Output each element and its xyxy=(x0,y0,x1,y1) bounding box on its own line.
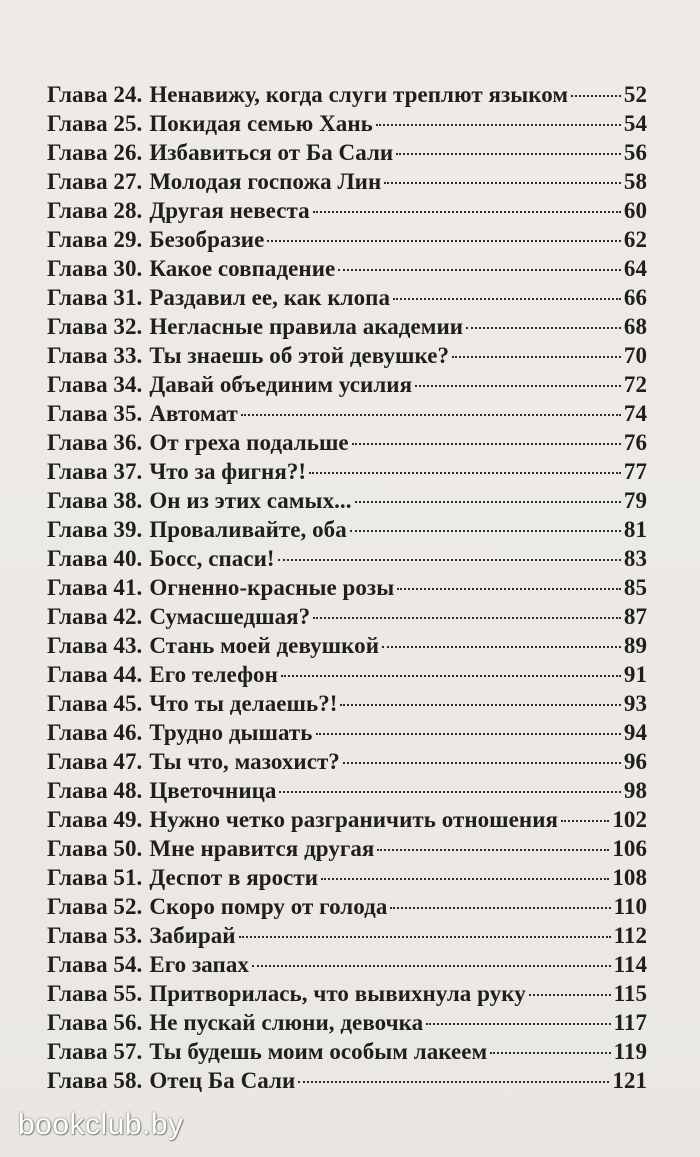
chapter-title: Трудно дышать xyxy=(149,720,313,745)
chapter-number: Глава 55. xyxy=(47,981,143,1006)
dot-leader xyxy=(267,240,621,242)
chapter-title: Проваливайте, оба xyxy=(149,517,347,542)
toc-entry xyxy=(47,399,647,428)
dot-leader xyxy=(279,791,620,793)
toc-entry xyxy=(47,486,647,515)
page-number: 52 xyxy=(623,82,647,107)
page-number: 108 xyxy=(612,865,647,890)
dot-leader xyxy=(313,211,621,213)
toc-entry xyxy=(47,1066,647,1095)
chapter-number: Глава 45. xyxy=(47,691,143,716)
toc-entry xyxy=(47,1037,647,1066)
page-number: 93 xyxy=(623,691,647,716)
page-number: 62 xyxy=(623,227,647,252)
chapter-number: Глава 31. xyxy=(47,285,143,310)
toc-entry xyxy=(47,863,647,892)
chapter-number: Глава 34. xyxy=(47,372,143,397)
toc-entry xyxy=(47,225,647,254)
toc-entry xyxy=(47,109,647,138)
chapter-title: Что ты делаешь?! xyxy=(149,691,338,716)
chapter-title: Безобразие xyxy=(149,227,265,252)
chapter-number: Глава 39. xyxy=(47,517,143,542)
chapter-title: Его запах xyxy=(149,952,249,977)
dot-leader xyxy=(350,530,621,532)
chapter-number: Глава 42. xyxy=(47,604,143,629)
toc-entry xyxy=(47,370,647,399)
chapter-number: Глава 46. xyxy=(47,720,143,745)
page-number: 102 xyxy=(612,807,647,832)
dot-leader xyxy=(309,472,621,474)
chapter-number: Глава 47. xyxy=(47,749,143,774)
dot-leader xyxy=(390,907,610,909)
toc-entry xyxy=(47,805,647,834)
page-number: 68 xyxy=(623,314,647,339)
chapter-title: Огненно-красные розы xyxy=(149,575,395,600)
chapter-number: Глава 36. xyxy=(47,430,143,455)
page-number: 119 xyxy=(613,1039,647,1064)
page-number: 74 xyxy=(623,401,647,426)
page-number: 58 xyxy=(623,169,647,194)
chapter-title: Сумасшедшая? xyxy=(149,604,311,629)
toc-entry xyxy=(47,138,647,167)
chapter-title: Не пускай слюни, девочка xyxy=(149,1010,424,1035)
chapter-number: Глава 56. xyxy=(47,1010,143,1035)
dot-leader xyxy=(415,385,621,387)
chapter-title: Цветочница xyxy=(149,778,277,803)
chapter-number: Глава 24. xyxy=(47,82,143,107)
chapter-number: Глава 37. xyxy=(47,459,143,484)
chapter-title: Деспот в ярости xyxy=(149,865,319,890)
chapter-title: Другая невеста xyxy=(149,198,310,223)
page-number: 87 xyxy=(623,604,647,629)
page-number: 98 xyxy=(623,778,647,803)
chapter-number: Глава 32. xyxy=(47,314,143,339)
page-number: 115 xyxy=(613,981,647,1006)
page-number: 81 xyxy=(623,517,647,542)
toc-entry xyxy=(47,776,647,805)
chapter-number: Глава 41. xyxy=(47,575,143,600)
chapter-title: Раздавил ее, как клопа xyxy=(149,285,390,310)
chapter-number: Глава 58. xyxy=(47,1068,143,1093)
chapter-title: Ненавижу, когда слуги треплют языком xyxy=(149,82,569,107)
toc-entry xyxy=(47,515,647,544)
toc-entry xyxy=(47,892,647,921)
chapter-number: Глава 50. xyxy=(47,836,143,861)
table-of-contents xyxy=(47,80,647,1095)
chapter-title: Босс, спаси! xyxy=(149,546,275,571)
chapter-title: Стань моей девушкой xyxy=(149,633,379,658)
toc-entry xyxy=(47,718,647,747)
chapter-title: Отец Ба Сали xyxy=(149,1068,296,1093)
toc-entry xyxy=(47,167,647,196)
dot-leader xyxy=(561,820,609,822)
toc-entry xyxy=(47,428,647,457)
page-number: 70 xyxy=(623,343,647,368)
dot-leader xyxy=(343,762,621,764)
chapter-title: Ты знаешь об этой девушке? xyxy=(149,343,450,368)
page-number: 64 xyxy=(623,256,647,281)
toc-entry xyxy=(47,747,647,776)
chapter-number: Глава 49. xyxy=(47,807,143,832)
toc-entry xyxy=(47,834,647,863)
toc-entry xyxy=(47,80,647,109)
chapter-title: Нужно четко разграничить отношения xyxy=(149,807,558,832)
chapter-number: Глава 33. xyxy=(47,343,143,368)
dot-leader xyxy=(278,559,621,561)
dot-leader xyxy=(338,269,621,271)
chapter-title: Ты будешь моим особым лакеем xyxy=(149,1039,488,1064)
watermark: bookclub.by xyxy=(18,1108,184,1141)
toc-entry xyxy=(47,283,647,312)
toc-entry xyxy=(47,341,647,370)
dot-leader xyxy=(452,356,621,358)
dot-leader xyxy=(397,588,621,590)
page-number: 83 xyxy=(623,546,647,571)
chapter-number: Глава 28. xyxy=(47,198,143,223)
dot-leader xyxy=(393,298,621,300)
page-number: 79 xyxy=(623,488,647,513)
dot-leader xyxy=(313,617,621,619)
page-number: 89 xyxy=(623,633,647,658)
toc-entry xyxy=(47,950,647,979)
dot-leader xyxy=(490,1052,610,1054)
dot-leader xyxy=(281,675,621,677)
dot-leader xyxy=(241,414,621,416)
dot-leader xyxy=(396,153,621,155)
page-number: 54 xyxy=(623,111,647,136)
chapter-number: Глава 25. xyxy=(47,111,143,136)
toc-entry xyxy=(47,689,647,718)
dot-leader xyxy=(352,443,621,445)
toc-entry xyxy=(47,196,647,225)
page-number: 106 xyxy=(612,836,647,861)
chapter-title: Молодая госпожа Лин xyxy=(149,169,382,194)
chapter-title: Покидая семью Хань xyxy=(149,111,373,136)
chapter-number: Глава 44. xyxy=(47,662,143,687)
toc-entry xyxy=(47,1008,647,1037)
dot-leader xyxy=(355,501,621,503)
page-number: 94 xyxy=(623,720,647,745)
chapter-title: Он из этих самых... xyxy=(149,488,352,513)
dot-leader xyxy=(340,704,620,706)
chapter-title: Негласные правила академии xyxy=(149,314,464,339)
toc-entry xyxy=(47,312,647,341)
dot-leader xyxy=(466,327,621,329)
page-number: 85 xyxy=(623,575,647,600)
page-number: 66 xyxy=(623,285,647,310)
page-number: 60 xyxy=(623,198,647,223)
dot-leader xyxy=(252,965,611,967)
page-number: 96 xyxy=(623,749,647,774)
dot-leader xyxy=(298,1081,609,1083)
chapter-number: Глава 27. xyxy=(47,169,143,194)
toc-entry xyxy=(47,979,647,1008)
dot-leader xyxy=(321,878,609,880)
chapter-title: Ты что, мазохист? xyxy=(149,749,340,774)
chapter-title: Избавиться от Ба Сали xyxy=(149,140,394,165)
page-number: 112 xyxy=(613,923,647,948)
chapter-number: Глава 40. xyxy=(47,546,143,571)
dot-leader xyxy=(376,124,621,126)
dot-leader xyxy=(239,936,611,938)
page-number: 91 xyxy=(623,662,647,687)
chapter-title: Мне нравится другая xyxy=(149,836,375,861)
dot-leader xyxy=(571,95,621,97)
chapter-number: Глава 26. xyxy=(47,140,143,165)
dot-leader xyxy=(316,733,621,735)
toc-entry xyxy=(47,602,647,631)
chapter-number: Глава 38. xyxy=(47,488,143,513)
chapter-number: Глава 53. xyxy=(47,923,143,948)
chapter-title: Скоро помру от голода xyxy=(149,894,388,919)
page-number: 114 xyxy=(613,952,647,977)
chapter-number: Глава 51. xyxy=(47,865,143,890)
page-number: 72 xyxy=(623,372,647,397)
dot-leader xyxy=(426,1023,610,1025)
chapter-title: От греха подальше xyxy=(149,430,349,455)
chapter-number: Глава 29. xyxy=(47,227,143,252)
chapter-title: Какое совпадение xyxy=(149,256,336,281)
toc-entry xyxy=(47,660,647,689)
chapter-number: Глава 48. xyxy=(47,778,143,803)
dot-leader xyxy=(384,182,621,184)
toc-entry xyxy=(47,631,647,660)
page-number: 56 xyxy=(623,140,647,165)
chapter-title: Давай объединим усилия xyxy=(149,372,413,397)
toc-entry xyxy=(47,573,647,602)
chapter-title: Забирай xyxy=(149,923,236,948)
toc-entry xyxy=(47,457,647,486)
chapter-number: Глава 57. xyxy=(47,1039,143,1064)
page-number: 121 xyxy=(612,1068,647,1093)
chapter-number: Глава 52. xyxy=(47,894,143,919)
dot-leader xyxy=(529,994,611,996)
toc-entry xyxy=(47,921,647,950)
dot-leader xyxy=(382,646,621,648)
chapter-number: Глава 30. xyxy=(47,256,143,281)
chapter-number: Глава 35. xyxy=(47,401,143,426)
toc-entry xyxy=(47,544,647,573)
chapter-title: Что за фигня?! xyxy=(149,459,307,484)
page-number: 110 xyxy=(613,894,647,919)
chapter-title: Его телефон xyxy=(149,662,278,687)
page-number: 117 xyxy=(613,1010,647,1035)
chapter-number: Глава 54. xyxy=(47,952,143,977)
chapter-title: Автомат xyxy=(149,401,238,426)
chapter-title: Притворилась, что вывихнула руку xyxy=(149,981,526,1006)
chapter-number: Глава 43. xyxy=(47,633,143,658)
page-number: 77 xyxy=(623,459,647,484)
page-number: 76 xyxy=(623,430,647,455)
dot-leader xyxy=(377,849,609,851)
toc-entry xyxy=(47,254,647,283)
